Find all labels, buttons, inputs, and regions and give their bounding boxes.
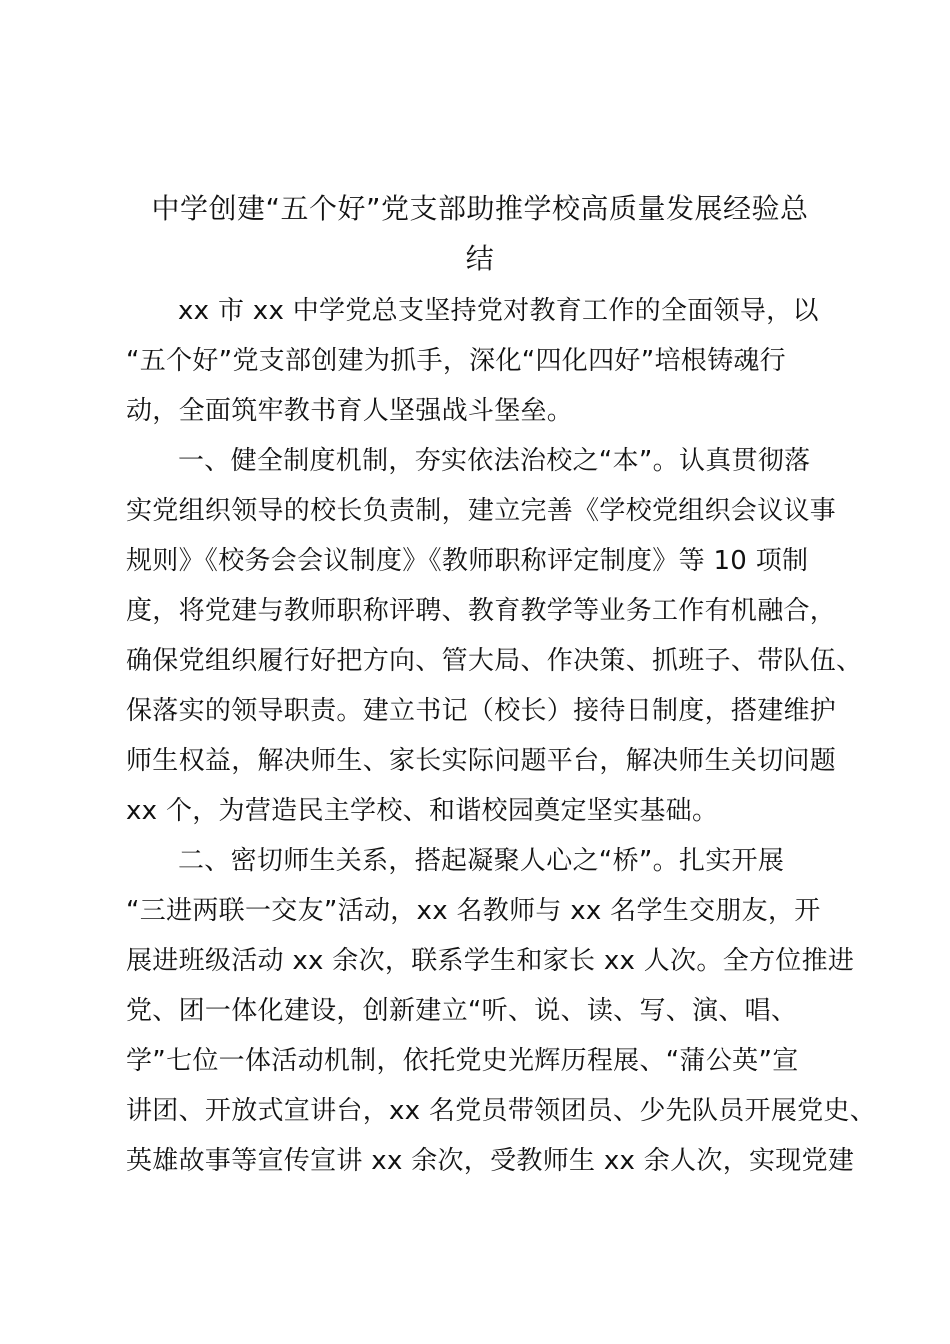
- text-line: xx 个，为营造民主学校、和谐校园奠定坚实基础。: [126, 796, 719, 826]
- text-line: 保落实的领导职责。建立书记（校长）接待日制度，搭建维护: [126, 696, 837, 726]
- title-line-1: 中学创建“五个好”党支部助推学校高质量发展经验总: [151, 192, 809, 225]
- text-line: 学”七位一体活动机制，依托党史光辉历程展、“蒲公英”宣: [126, 1046, 799, 1076]
- paragraph-section-1: [126, 436, 863, 836]
- text-line: “五个好”党支部创建为抓手，深化“四化四好”培根铸魂行: [126, 346, 786, 376]
- paragraph-intro: [126, 286, 838, 436]
- text-line: 英雄故事等宣传宣讲 xx 余次，受教师生 xx 余人次，实现党建: [126, 1146, 855, 1176]
- text-line: 党、团一体化建设，创新建立“听、说、读、写、演、唱、: [126, 996, 798, 1026]
- text-line: 动，全面筑牢教书育人坚强战斗堡垒。: [126, 396, 574, 426]
- document-title: [124, 184, 836, 284]
- text-line: 二、密切师生关系，搭起凝聚人心之“桥”。扎实开展: [178, 846, 785, 876]
- text-line: xx 市 xx 中学党总支坚持党对教育工作的全面领导，以: [178, 296, 819, 326]
- text-line: 实党组织领导的校长负责制，建立完善《学校党组织会议议事: [126, 496, 837, 526]
- document-body: [126, 286, 877, 1186]
- text-line: 一、健全制度机制，夯实依法治校之“本”。认真贯彻落: [178, 446, 811, 476]
- text-line: 度，将党建与教师职称评聘、教育教学等业务工作有机融合，: [126, 596, 837, 626]
- text-line: 师生权益，解决师生、家长实际问题平台，解决师生关切问题: [126, 746, 837, 776]
- paragraph-section-2: [126, 836, 877, 1186]
- text-line: 确保党组织履行好把方向、管大局、作决策、抓班子、带队伍、: [126, 646, 863, 676]
- text-line: “三进两联一交友”活动，xx 名教师与 xx 名学生交朋友，开: [126, 896, 821, 926]
- text-line: 讲团、开放式宣讲台，xx 名党员带领团员、少先队员开展党史、: [126, 1096, 877, 1126]
- title-line-2: 结: [465, 242, 495, 275]
- text-line: 规则》《校务会会议制度》《教师职称评定制度》等 10 项制: [126, 546, 809, 576]
- text-line: 展进班级活动 xx 余次，联系学生和家长 xx 人次。全方位推进: [126, 946, 855, 976]
